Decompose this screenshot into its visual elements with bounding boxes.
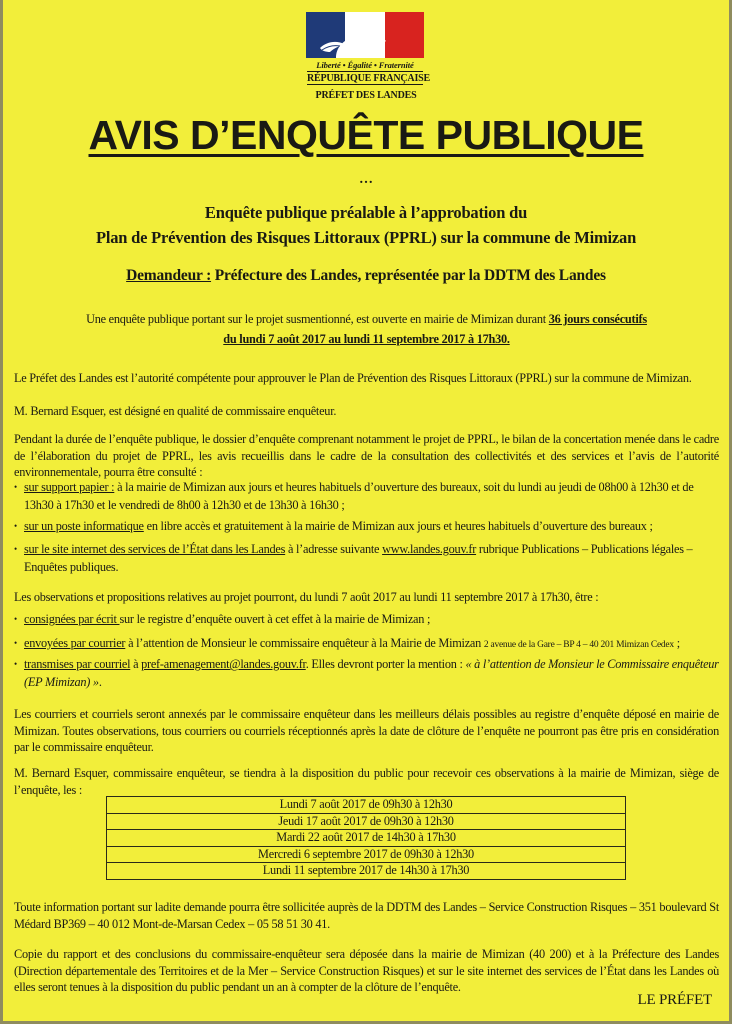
permanence-cell: Jeudi 17 août 2017 de 09h30 à 12h30 — [107, 813, 626, 830]
permanence-cell: Mercredi 6 septembre 2017 de 09h30 à 12h30 — [107, 846, 626, 863]
prefet-header: PRÉFET DES LANDES — [315, 90, 417, 101]
mairie-address: 2 avenue de la Gare – BP 4 – 40 201 Mimizan Cedex — [483, 640, 674, 650]
permanence-cell: Mardi 22 août 2017 de 14h30 à 17h30 — [107, 830, 626, 847]
consultation-item: • sur le site internet des services de l’État dans les Landes à l’adresse suivante www.landes.gouv.fr rubrique Publications – Publications légales – Enquêtes publiques. — [14, 541, 719, 576]
marianne-icon — [306, 12, 424, 58]
table-row — [107, 846, 626, 863]
republique-francaise: RÉPUBLIQUE FRANÇAISE — [307, 73, 430, 84]
devise: Liberté • Égalité • Fraternité — [316, 60, 414, 70]
authority-paragraph: Le Préfet des Landes est l’autorité compétente pour approuver le Plan de Prévention des Risques Littoraux (PPRL) sur la commune de Mimizan. — [14, 371, 692, 385]
subtitle — [0, 200, 732, 250]
subtitle-line-1: Enquête publique préalable à l’approbation du — [204, 203, 528, 222]
information-paragraph: Toute information portant sur ladite demande pourra être sollicitée auprès de la DDTM des Landes – Service Construction Risques – 351 boulevard St Médard BP369 – 40 012 Mont-de-Marsan Cedex – 05 58 51 30 41. — [14, 900, 719, 931]
intro-duration: 36 jours consécutifs — [548, 312, 647, 326]
consultation-intro: Pendant la durée de l’enquête publique, le dossier d’enquête comprenant notamment le projet de PPRL, le bilan de la concertation menée dans le cadre de l’élaboration du projet de PPRL, les avis recueillis dans le cadre de la consultation des collectivités et des services et l’avis de l’autorité environnementale, pourra être consulté : — [14, 432, 719, 479]
table-row — [107, 813, 626, 830]
observation-item: • envoyées par courrier à l’attention de Monsieur le commissaire enquêteur à la Mairie de Mimizan 2 avenue de la Gare – BP 4 – 40 201 Mimizan Cedex ; — [14, 634, 719, 655]
separator-dots: … — [359, 172, 373, 187]
email-link[interactable]: pref-amenagement@landes.gouv.fr — [141, 657, 306, 671]
table-row — [107, 797, 626, 814]
subtitle-line-2: Plan de Prévention des Risques Littoraux (PPRL) sur la commune de Mimizan — [95, 228, 637, 247]
republique-francaise-logo — [305, 12, 430, 85]
permanence-cell: Lundi 11 septembre 2017 de 14h30 à 17h30 — [107, 863, 626, 880]
intro-dates: du lundi 7 août 2017 au lundi 11 septembre 2017 à 17h30. — [223, 331, 510, 346]
table-row — [107, 830, 626, 847]
demandeur-text: Préfecture des Landes, représentée par la DDTM des Landes — [211, 267, 606, 284]
table-row — [107, 863, 626, 880]
observation-item: • transmises par courriel à pref-amenagement@landes.gouv.fr. Elles devront porter la mention : « à l’attention de Monsieur le Commissaire enquêteur (EP Mimizan) ». — [14, 656, 719, 691]
consultation-item: • sur support papier : à la mairie de Mimizan aux jours et heures habituels d’ouverture des bureaux, soit du lundi au jeudi de 08h00 à 12h30 et de 13h30 à 17h30 et le vendredi de 8h00 à 12h30 et de 13h30 à 16h30 ; — [14, 479, 719, 514]
website-link[interactable]: www.landes.gouv.fr — [382, 542, 477, 556]
consultation-item: • sur un poste informatique en libre accès et gratuitement à la mairie de Mimizan aux jours et heures habituels d’ouverture des bureaux ; — [14, 517, 719, 536]
signature: LE PRÉFET — [637, 992, 712, 1008]
commissaire-paragraph: M. Bernard Esquer, est désigné en qualité de commissaire enquêteur. — [14, 404, 337, 418]
observations-intro: Les observations et propositions relatives au projet pourront, du lundi 7 août 2017 au lundi 11 septembre 2017 à 17h30, être : — [14, 590, 599, 604]
intro-paragraph: Une enquête publique portant sur le projet susmentionné, est ouverte en mairie de Mimizan durant 36 jours consécutifs du lundi 7 août 2017 au lundi 11 septembre 2017 à 17h30. — [86, 312, 647, 346]
permanences-table — [106, 796, 626, 880]
copie-paragraph: Copie du rapport et des conclusions du commissaire-enquêteur sera déposée dans la mairie de Mimizan (40 200) et à la Préfecture des Landes (Direction départementale des Territoires et de la Mer – Service Construction Risques) et sur le site internet des services de l’État dans les Landes où elles seront tenues à la disposition du public pendant un an à compter de la clôture de l’enquête. — [14, 947, 719, 994]
permanence-cell: Lundi 7 août 2017 de 09h30 à 12h30 — [107, 797, 626, 814]
annexes-paragraph: Les courriers et courriels seront annexés par le commissaire enquêteur dans les meilleurs délais possibles au registre d’enquête déposé en mairie de Mimizan. Toutes observations, tous courriers ou courriels réceptionnés après la date de clôture de l’enquête ne pourront pas être pris en considération par le commissaire enquêteur. — [14, 707, 719, 754]
demandeur — [0, 267, 732, 285]
observation-item: • consignées par écrit sur le registre d’enquête ouvert à cet effet à la mairie de Mimizan ; — [14, 610, 719, 629]
demandeur-label: Demandeur : — [126, 267, 212, 284]
permanences-intro: M. Bernard Esquer, commissaire enquêteur, se tiendra à la disposition du public pour recevoir ces observations à la mairie de Mimizan, siège de l’enquête, les : — [14, 766, 719, 797]
page-title: AVIS D’ENQUÊTE PUBLIQUE — [88, 112, 644, 158]
